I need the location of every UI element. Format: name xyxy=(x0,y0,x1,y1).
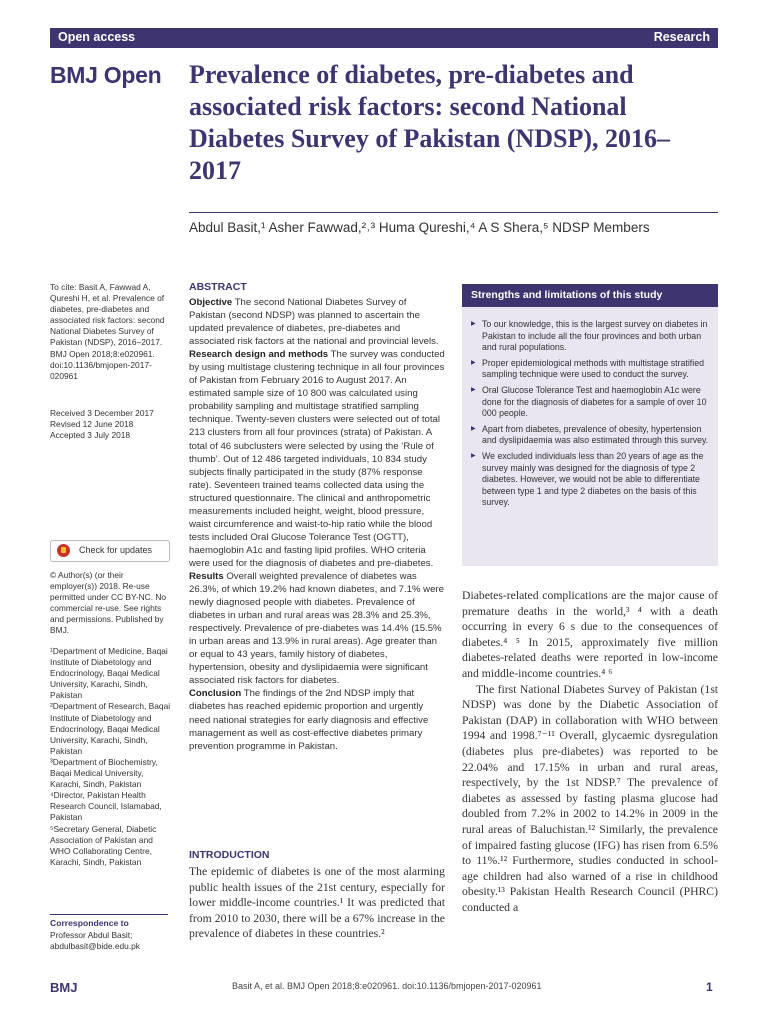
dates-note xyxy=(50,408,172,441)
strengths-box xyxy=(462,284,718,566)
correspondence-email[interactable]: abdulbasit@bide.edu.pk xyxy=(50,941,140,952)
body-paragraph-2: The first National Diabetes Survey of Pakistan (1st NDSP) was done by the Diabetic Association of Pakistan (DAP) in collaboration with WHO between 1994 and 1998.⁷⁻¹¹ Overall, glycaemic dysregulation (diabetes plus pre-diabetes) was reported to be 22.04% and 17.15% in urban and rural areas, respectively, by the 1st NDSP.⁷ The prevalence of diabetes as assessed by fasting plasma glucose had doubled from 7.2% in 2002 to 14.2% in 2009 in the rural areas of Baluchistan.¹² Similarly, the prevalence of impaired fasting glucose (IFG) has risen from 6.5% to 11%.¹² Furthermore, studies conducted in school-age children had also warned of a rise in childhood obesity.¹³ Pakistan Health Research Council (PHRC) conducted a xyxy=(462,682,718,914)
affiliation-2: ²Department of Research, Baqai Institute of Diabetology and Endocrinology, Baqai Medical University, Karachi, Sindh, Pakistan xyxy=(50,701,171,756)
cite-note xyxy=(50,282,172,382)
abstract-heading: ABSTRACT xyxy=(189,281,247,293)
research-label: Research xyxy=(653,30,710,44)
cite-text: To cite: Basit A, Fawwad A, Qureshi H, et al. Prevalence of diabetes, pre-diabetes and associated risk factors: second National Diabetes Survey of Pakistan (NDSP), 2016–2017. BMJ Open 2018;8:e020961. doi:10.1136/bmjopen-2017-020961 xyxy=(50,282,165,381)
crossmark-icon xyxy=(57,544,70,557)
abstract-design xyxy=(189,348,445,570)
open-access-label: Open access xyxy=(58,30,136,44)
results-text: Overall weighted prevalence of diabetes was 26.3%, of which 19.2% had known diabetes, and 7.1% were newly diagnosed people with diabetes. Prevalence of diabetes in urban and rural areas was 28.3% and 25.3%, respectively. Prevalence of pre-diabetes was 14.4% (15.5% in urban areas and 13.9% in rural areas). Age greater than or equal to 43 years, family history of diabetes, hypertension, obesity and dyslipidaemia were significant associated risk factors for diabetes. xyxy=(189,570,444,687)
body-paragraph-1: Diabetes-related complications are the major cause of premature deaths in the world,³ ⁴ with a death occurring in every 6 s due to the consequences of diabetes.⁴ ⁵ In 2015, approximately five million diabetes-related deaths were reported in low-income and middle-income countries.⁴ ⁶ xyxy=(462,589,718,680)
page-number: 1 xyxy=(706,980,713,994)
abstract-conclusion xyxy=(189,687,445,752)
affiliations xyxy=(50,646,172,868)
correspondence-divider xyxy=(50,914,168,915)
journal-logo: BMJ Open xyxy=(50,62,162,88)
right-column-body xyxy=(462,588,718,915)
objective-text: The second National Diabetes Survey of Pakistan (second NDSP) was planned to ascertain the updated prevalence of diabetes, pre-diabetes and associated risk factors at the national and provincial levels. xyxy=(189,297,439,348)
affiliation-1: ¹Department of Medicine, Baqai Institute of Diabetology and Endocrinology, Baqai Medical University, Karachi, Sindh, Pakistan xyxy=(50,646,168,701)
abstract-body xyxy=(189,296,445,753)
conclusion-text: The findings of the 2nd NDSP imply that diabetes has reached epidemic proportion and urgently need national strategies for early diagnosis and effective management as well as cost-effective diabetes primary prevention programme in Pakistan. xyxy=(189,688,429,752)
strengths-list xyxy=(471,319,711,513)
design-text: The survey was conducted by using multistage clustering technique in all four provinces of Pakistan from February 2016 to August 2017. An estimated sample size of 10 800 was calculated using probability sampling and multistage stratified sampling technique. Twenty-seven clusters were selected out of total 213 clusters from all four provinces (strata) of Pakistan. A total of 46 subclusters were selected by using the ‘Rule of thumb’. Out of 12 486 targeted individuals, 10 834 study subjects finally participated in the study (87% response rate). Seventeen trained teams collected data using the structured questionnaire. The clinical and anthropometric measurements included height, weight, blood pressure, waist circumference and waist-to-hip ratio while the blood tests included Oral Glucose Tolerance Test (OGTT), haemoglobin A1c and fasting lipid profiles. WHO criteria were used for the diagnosis of diabetes and pre-diabetes. xyxy=(189,349,445,569)
introduction-body xyxy=(189,864,445,942)
strengths-item: ▶ Proper epidemiological methods with multistage stratified sampling technique were used to conduct the survey. xyxy=(471,358,711,385)
affiliation-4: ⁴Director, Pakistan Health Research Council, Islamabad, Pakistan xyxy=(50,790,162,823)
accepted-date: Accepted 3 July 2018 xyxy=(50,430,131,441)
header-band xyxy=(50,28,718,48)
copyright-note xyxy=(50,570,172,637)
title-divider xyxy=(189,212,718,213)
strengths-box-header xyxy=(462,284,718,307)
received-date: Received 3 December 2017 xyxy=(50,408,154,418)
abstract-objective xyxy=(189,296,445,348)
correspondence-heading: Correspondence to xyxy=(50,918,129,928)
strengths-item: ▶ We excluded individuals less than 20 years of age as the survey mainly was designed for the diagnosis of type 2 diabetes. However, we would not be able to differentiate between type 1 and type 2 diabetes on the basis of this survey. xyxy=(471,451,711,513)
article-title: Prevalence of diabetes, pre-diabetes and associated risk factors: second National Diabetes Survey of Pakistan (NDSP), 2016–2017 xyxy=(189,60,670,185)
copyright-text: © Author(s) (or their employer(s)) 2018. Re-use permitted under CC BY-NC. No commercial re-use. See rights and permissions. Published by BMJ. xyxy=(50,570,167,636)
affiliation-5: ⁵Secretary General, Diabetic Association of Pakistan and WHO Collaborating Centre, Karachi, Sindh, Pakistan xyxy=(50,823,157,867)
strengths-item: ▶ Oral Glucose Tolerance Test and haemoglobin A1c were done for the diagnosis of diabetes for a sample of over 10 000 people. xyxy=(471,385,711,424)
design-label: Research design and methods xyxy=(189,349,329,361)
affiliation-3: ³Department of Biochemistry, Baqai Medical University, Karachi, Sindh, Pakistan xyxy=(50,756,158,790)
author-list: Abdul Basit,¹ Asher Fawwad,²˒³ Huma Qureshi,⁴ A S Shera,⁵ NDSP Members xyxy=(189,220,650,235)
strengths-box-title: Strengths and limitations of this study xyxy=(471,289,663,301)
conclusion-label: Conclusion xyxy=(189,688,242,700)
results-label: Results xyxy=(189,570,224,582)
introduction-paragraph-1: The epidemic of diabetes is one of the most alarming public health issues of the 21st century, especially for lower middle-income countries.¹ It was predicted that from 2010 to 2030, there will be a 67% increase in the prevalence of diabetes in these countries.² xyxy=(189,865,445,941)
footer-citation: Basit A, et al. BMJ Open 2018;8:e020961. doi:10.1136/bmjopen-2017-020961 xyxy=(232,981,542,991)
introduction-heading: INTRODUCTION xyxy=(189,849,270,861)
footer-bmj-logo: BMJ xyxy=(50,980,78,995)
check-for-updates-label: Check for updates xyxy=(79,545,153,555)
objective-label: Objective xyxy=(189,297,233,308)
correspondence-name: Professor Abdul Basit; xyxy=(50,930,133,940)
check-for-updates-button[interactable] xyxy=(50,540,170,562)
abstract-results xyxy=(189,570,445,687)
revised-date: Revised 12 June 2018 xyxy=(50,419,134,430)
correspondence xyxy=(50,930,172,952)
strengths-item: ▶ Apart from diabetes, prevalence of obesity, hypertension and dyslipidaemia was also estimated through this survey. xyxy=(471,424,711,451)
strengths-item: ▶ To our knowledge, this is the largest survey on diabetes in Pakistan to include all the four provinces and both urban and rural populations. xyxy=(471,319,711,358)
